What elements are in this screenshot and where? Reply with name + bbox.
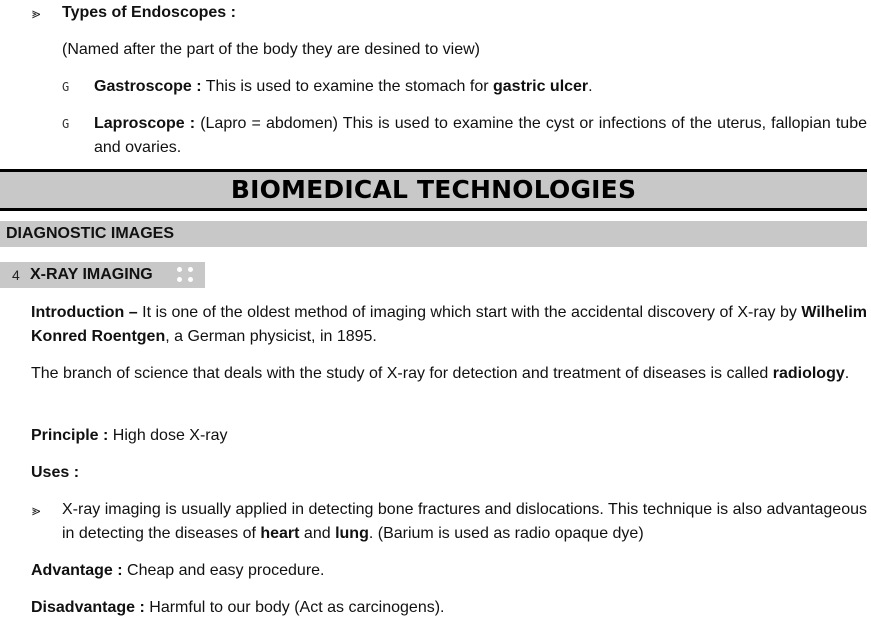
intro-paragraph: Introduction – It is one of the oldest method of imaging which start with the accidental discovery of X-ray by Wilhelim Konred Roentgen, a German physicist, in 1895. — [31, 304, 868, 345]
arrow-bullet-icon: ⪢ — [32, 501, 41, 519]
endoscopes-note: (Named after the part of the body they are desined to view) — [62, 41, 481, 58]
section-title: DIAGNOSTIC IMAGES — [6, 225, 175, 242]
chapter-title: BIOMEDICAL TECHNOLOGIES — [230, 175, 637, 204]
advantage-line: Advantage : Cheap and easy procedure. — [31, 562, 325, 579]
list-item-gastroscope: Gastroscope : This is used to examine the stomach for gastric ulcer. — [94, 78, 593, 95]
chapter-banner — [0, 169, 867, 211]
endoscopes-heading: Types of Endoscopes : — [62, 4, 236, 21]
radiology-paragraph: The branch of science that deals with the study of X-ray for detection and treatment of diseases is called radiology. — [31, 365, 850, 382]
list-marker: G — [62, 117, 70, 131]
dots-decoration-icon — [175, 266, 197, 284]
uses-item: X-ray imaging is usually applied in detecting bone fractures and dislocations. This technique is also advantageous in detecting the diseases of heart and lung. (Barium is used as radio opaque dye) — [62, 501, 867, 542]
topic-header — [0, 262, 205, 288]
topic-number: 4 — [12, 267, 20, 283]
disadvantage-line: Disadvantage : Harmful to our body (Act as carcinogens). — [31, 599, 445, 616]
uses-label: Uses : — [31, 464, 80, 481]
principle-line: Principle : High dose X-ray — [31, 427, 228, 444]
section-header — [0, 221, 867, 247]
list-marker: G — [62, 80, 70, 94]
topic-title: X-RAY IMAGING — [30, 266, 153, 283]
list-item-laproscope: Laproscope : (Lapro = abdomen) This is used to examine the cyst or infections of the uterus, fallopian tube and ovaries. — [94, 115, 867, 156]
arrow-bullet-icon: ⪢ — [32, 4, 41, 22]
